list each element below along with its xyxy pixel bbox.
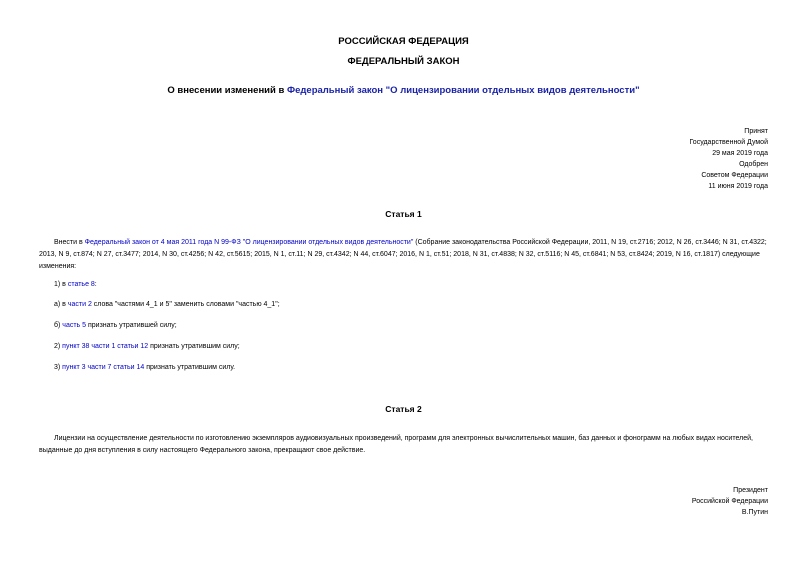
item-3-prefix: 3) bbox=[54, 364, 63, 371]
signature-line: Президент bbox=[733, 487, 768, 494]
amendment-item-3 bbox=[54, 362, 235, 373]
item-2-link[interactable]: пункт 38 части 1 статьи 12 bbox=[62, 343, 149, 350]
signature-line: В.Путин bbox=[741, 509, 768, 516]
signature-line: Российской Федерации bbox=[691, 498, 768, 505]
signature-block bbox=[692, 485, 768, 518]
adoption-line: Государственной Думой bbox=[689, 139, 768, 146]
adoption-line: 11 июня 2019 года bbox=[708, 183, 768, 190]
intro-law-link[interactable]: Федеральный закон от 4 мая 2011 года N 99-ФЗ "О лицензировании отдельных видов деятельности" bbox=[84, 239, 414, 246]
item-a-link[interactable]: части 2 bbox=[67, 301, 92, 308]
item-3-suffix: признать утратившим силу. bbox=[144, 364, 236, 371]
article-2-text: Лицензии на осуществление деятельности по изготовлению экземпляров аудиовизуальных произведений, программ для электронных вычислительных машин, баз данных и фонограмм на любых видах носителей, выданные до дня вступления в силу настоящего Федерального закона, прекращают свое действие. bbox=[39, 435, 753, 454]
amendment-item-b bbox=[54, 320, 177, 331]
amendment-item-1 bbox=[54, 279, 97, 290]
amendment-item-a bbox=[54, 299, 280, 310]
item-a-prefix: а) в bbox=[54, 301, 68, 308]
item-b-suffix: признать утратившей силу; bbox=[86, 322, 177, 329]
intro-prefix: Внести в bbox=[54, 239, 85, 246]
item-3-link[interactable]: пункт 3 части 7 статьи 14 bbox=[62, 364, 145, 371]
item-b-link[interactable]: часть 5 bbox=[62, 322, 87, 329]
article-1-intro bbox=[39, 237, 768, 273]
article-1-heading: Статья 1 bbox=[385, 209, 422, 219]
item-1-link[interactable]: статье 8 bbox=[67, 281, 95, 288]
adoption-line: Принят bbox=[744, 128, 768, 135]
item-1-prefix: 1) в bbox=[54, 281, 68, 288]
amendment-item-2 bbox=[54, 341, 240, 352]
adoption-block bbox=[689, 126, 768, 192]
intro-rest: (Собрание законодательства Российской Федерации, 2011, N 19, ст.2716; 2012, N 26, ст.3446; N 31, ст.4322; 2013, N 9, ст.874; N 27, ст.3477; 2014, N 30, ст.4256; N 42, ст.5615; 2015, N 1, ст.11; N 29, ст.4342; N 44, ст.6047; 2016, N 1, ст.51; 2018, N 31, ст.4838; N 32, ст.5116; N 45, ст.6841; N 53, ст.8424; 2019, N 16, ст.1817) следующие изменения: bbox=[39, 239, 767, 270]
article-2-heading: Статья 2 bbox=[385, 404, 422, 414]
law-title bbox=[0, 85, 807, 96]
law-title-link[interactable]: Федеральный закон "О лицензировании отдельных видов деятельности" bbox=[286, 85, 640, 96]
item-2-suffix: признать утратившим силу; bbox=[148, 343, 240, 350]
country-heading: РОССИЙСКАЯ ФЕДЕРАЦИЯ bbox=[338, 36, 469, 47]
law-title-prefix: О внесении изменений в bbox=[167, 85, 287, 96]
law-type-heading: ФЕДЕРАЛЬНЫЙ ЗАКОН bbox=[347, 56, 460, 67]
item-2-prefix: 2) bbox=[54, 343, 63, 350]
adoption-line: Советом Федерации bbox=[701, 172, 768, 179]
item-b-prefix: б) bbox=[54, 322, 63, 329]
adoption-line: Одобрен bbox=[739, 161, 768, 168]
item-a-suffix: слова "частями 4_1 и 5" заменить словами "частью 4_1"; bbox=[91, 301, 280, 308]
item-1-suffix: : bbox=[94, 281, 97, 288]
adoption-line: 29 мая 2019 года bbox=[712, 150, 768, 157]
